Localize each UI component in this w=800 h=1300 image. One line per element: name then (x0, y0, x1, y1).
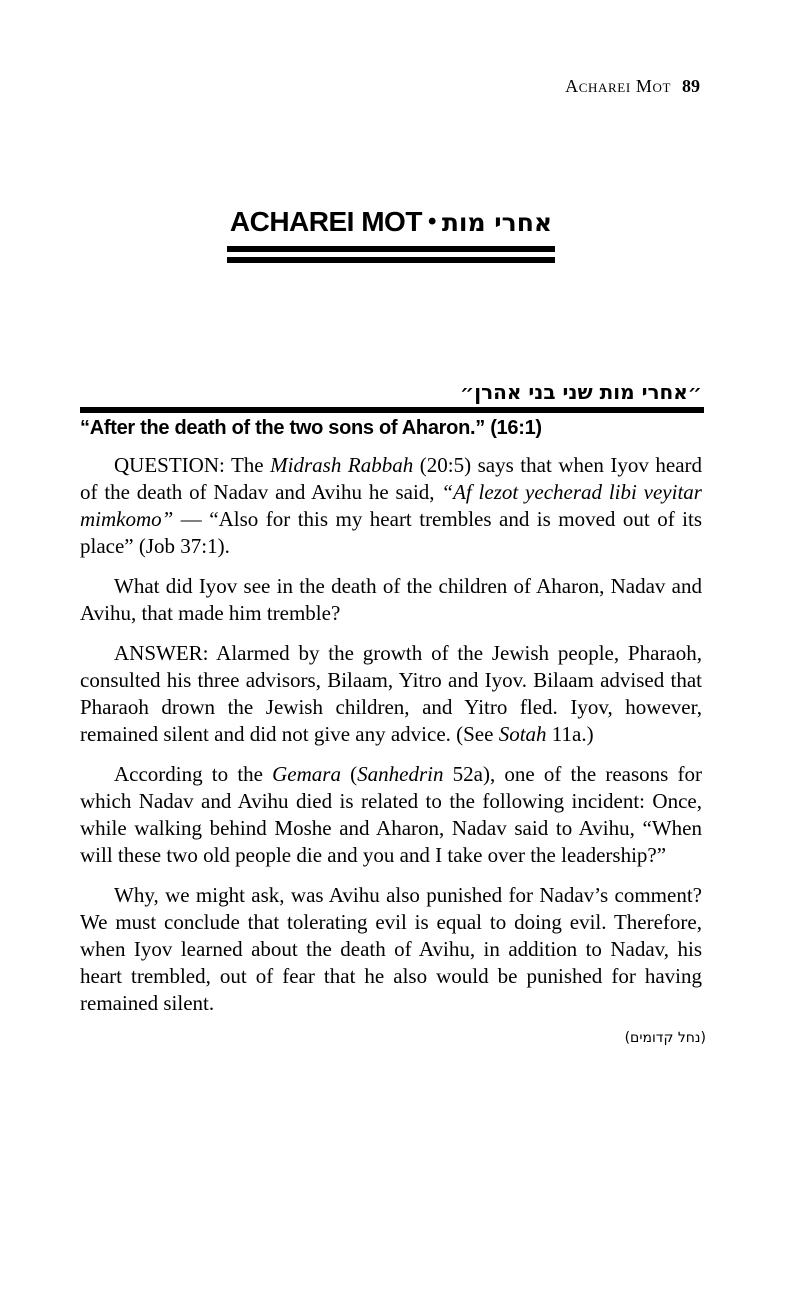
paragraph: According to the Gemara (Sanhedrin 52a), one of the reasons for which Nadav and Avihu died is related to the following incident: Once, while walking behind Moshe and Aharon, Nadav said to Avihu, “When will these two old people die and you and I take over the leadership?” (80, 762, 702, 867)
running-header-title: Acharei Mot (565, 76, 671, 96)
attribution-source: (נחל קדומים) (624, 1030, 706, 1046)
parsha-title-block (80, 206, 702, 263)
page-number: 89 (682, 76, 700, 96)
paragraph: Why, we might ask, was Avihu also punished for Nadav’s comment? We must conclude that tolerating evil is equal to doing evil. Therefore, when Iyov learned about the death of Avihu, in addition to Nadav, his heart trembled, out of fear that he also would be punished for having remained silent. (80, 883, 702, 1015)
running-header (565, 77, 700, 95)
title-double-rule (227, 246, 555, 263)
paragraph: What did Iyov see in the death of the children of Aharon, Nadav and Avihu, that made him tremble? (80, 574, 702, 625)
paragraph: ANSWER: Alarmed by the growth of the Jewish people, Pharaoh, consulted his three advisors, Bilaam, Yitro and Iyov. Bilaam advised that Pharaoh drown the Jewish children, and Yitro fled. Iyov, however, remained silent and did not give any advice. (See Sotah 11a.) (80, 641, 702, 746)
title-rule-top (227, 246, 555, 252)
paragraphs-container (80, 452, 702, 1017)
verse-heading-hebrew: ״אחרי מות שני בני אהרן״ (460, 380, 702, 404)
body-text (80, 452, 706, 1047)
title-rule-bottom (227, 257, 555, 263)
title-bullet: • (427, 208, 436, 235)
parsha-title-hebrew: אחרי מות (441, 208, 553, 237)
parsha-title-english: ACHAREI MOT (229, 206, 422, 237)
verse-heading-english: “After the death of the two sons of Aharon.” (16:1) (80, 417, 542, 439)
parsha-title (80, 206, 702, 239)
paragraph: QUESTION: The Midrash Rabbah (20:5) says that when Iyov heard of the death of Nadav and Avihu he said, “Af lezot yecherad libi veyitar mimkomo” — “Also for this my heart trembles and is moved out of its place” (Job 37:1). (80, 453, 703, 558)
section-divider-rule (80, 407, 704, 413)
